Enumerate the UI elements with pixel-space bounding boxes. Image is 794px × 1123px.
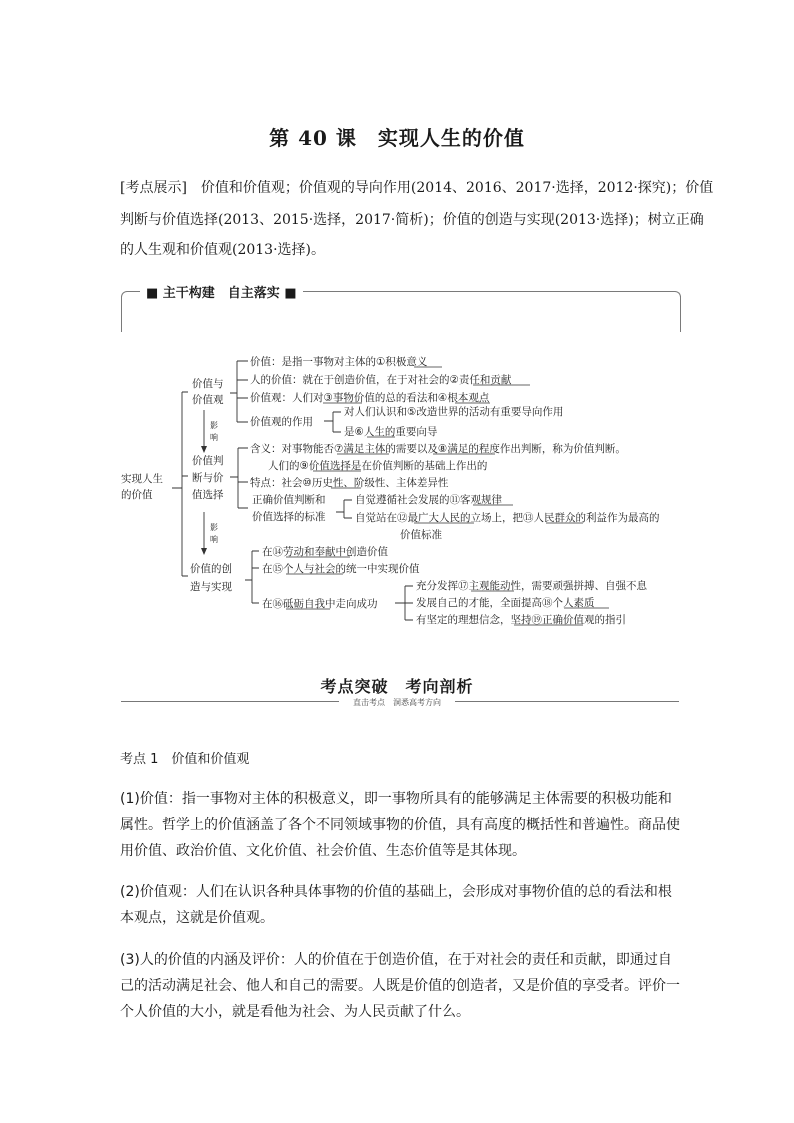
node-standard-b: 自觉站在⑫最广大人民的立场上，把⑬人民群众的利益作为最高的	[355, 512, 660, 524]
influence-label-1a: 影	[210, 421, 218, 430]
paragraph-1: (1)价值：指一事物对主体的积极意义，即一事物所具有的能够满足主体需要的积极功能和属性。哲学上的价值涵盖了各个不同领域事物的价值，具有高度的概括性和普遍性。商品使用价值、政治价值、文化价值、社会价值、生态价值等是其体现。	[120, 791, 680, 859]
intro-line-3: 的人生观和价值观(2013·选择)。	[120, 242, 326, 258]
node-value-view: 价值观：人们对③事物价值的总的看法和④根本观点	[250, 392, 490, 404]
influence-label-1b: 响	[210, 433, 218, 442]
paragraph-2: (2)价值观：人们在认识各种具体事物的价值的基础上，会形成对事物价值的总的看法和根本观点，这就是价值观。	[120, 884, 672, 926]
kaodian-heading: 考点 1 价值和价值观	[120, 752, 250, 767]
branch2-line3: 值选择	[192, 489, 224, 501]
role-bracket	[324, 412, 341, 432]
root-bracket	[172, 392, 188, 576]
branch1-bracket	[230, 361, 248, 422]
node-success-b: 发展自己的才能，全面提高⑱个人素质	[416, 597, 595, 609]
standard-bracket	[336, 500, 352, 518]
node-standard-1: 正确价值判断和	[252, 494, 326, 506]
node-role-b: 是⑥人生的重要向导	[344, 426, 438, 438]
branch2-line2: 断与价	[192, 472, 224, 484]
node-success-c: 有坚定的理想信念，坚持⑲正确价值观的指引	[416, 614, 626, 626]
success-bracket	[395, 586, 413, 620]
influence-label-2a: 影	[210, 523, 218, 532]
arrowhead-1	[201, 446, 207, 453]
arrowhead-2	[201, 548, 207, 555]
page-title: 第 40 课 实现人生的价值	[269, 126, 525, 150]
node-create: 在⑭劳动和奉献中创造价值	[262, 546, 388, 558]
map-root-line2: 的价值	[121, 489, 153, 501]
branch3-bracket	[245, 551, 259, 603]
node-success-a: 充分发挥⑰主观能动性，需要顽强拼搏、自强不息	[416, 580, 647, 592]
paragraph-3: (3)人的价值的内涵及评价：人的价值在于创造价值，在于对社会的责任和贡献，即通过自己的活动满足社会、他人和自己的需要。人既是价值的创造者，又是价值的享受者。评价一个人价值的大小，就是看他为社会、为人民贡献了什么。	[120, 952, 680, 1020]
node-realize: 在⑮个人与社会的统一中实现价值	[262, 563, 420, 575]
node-judgment-meaning: 含义：对事物能否⑦满足主体的需要以及⑧满足的程度作出判断，称为价值判断。	[250, 443, 626, 455]
node-human-value: 人的价值：就在于创造价值，在于对社会的②责任和贡献	[250, 374, 512, 386]
node-success: 在⑯砥砺自我中走向成功	[262, 598, 378, 610]
node-choice: 人们的⑨价值选择是在价值判断的基础上作出的	[268, 460, 488, 472]
node-features: 特点：社会⑩历史性、阶级性、主体差异性	[250, 477, 449, 489]
intro-line-1: [考点展示] 价值和价值观；价值观的导向作用(2014、2016、2017·选择，2012·探究)；价值	[120, 180, 714, 196]
branch3-line2: 造与实现	[190, 581, 232, 593]
intro-line-2: 判断与价值选择(2013、2015·选择，2017·简析)；价值的创造与实现(2013·选择)；树立正确	[120, 212, 704, 228]
influence-label-2b: 响	[210, 535, 218, 544]
node-value-def: 价值：是指一事物对主体的①积极意义	[250, 356, 428, 368]
node-role-a: 对人们认识和⑤改造世界的活动有重要导向作用	[344, 406, 564, 418]
branch1-line1: 价值与	[192, 378, 224, 390]
branch1-line2: 价值观	[192, 394, 224, 406]
map-root-line1: 实现人生	[121, 473, 163, 485]
branch2-line1: 价值判	[192, 455, 224, 467]
node-standard-2: 价值选择的标准	[252, 511, 326, 523]
branch3-line1: 价值的创	[190, 563, 232, 575]
section-title: 考点突破 考向剖析	[320, 677, 474, 696]
branch2-bracket	[230, 448, 248, 508]
node-value-view-role: 价值观的作用	[250, 416, 313, 428]
node-standard-b2: 价值标准	[400, 529, 442, 541]
frame-label: ■ 主干构建 自主落实 ■	[140, 282, 303, 301]
section-subtitle: 直击考点 洞悉高考方向	[353, 698, 441, 707]
node-standard-a: 自觉遵循社会发展的⑪客观规律	[355, 494, 502, 506]
